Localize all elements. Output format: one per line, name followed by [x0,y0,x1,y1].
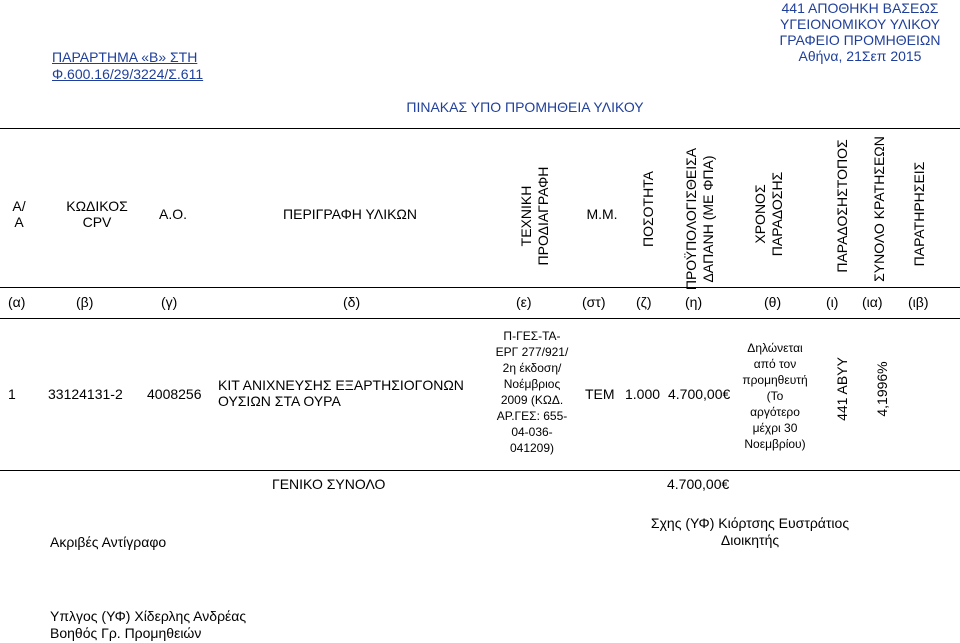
header-notes: ΠΑΡΑΤΗΡΗΣΕΙΣ [911,161,927,267]
header-right-line3: ΓΡΑΦΕΙΟ ΠΡΟΜΗΘΕΙΩΝ [779,32,941,48]
column-letter-iota: (ι) [826,294,839,310]
header-right-line1: 441 ΑΠΟΘΗΚΗ ΒΑΣΕΩΣ [781,0,939,16]
header-technical-spec: ΤΕΧΝΙΚΗ ΠΡΟΔΙΑΓΡΑΦΗ [518,166,551,266]
helper-role: Βοηθός Γρ. Προμηθειών [50,625,202,641]
row-total-holdings: 4,1996% [874,361,890,417]
header-delivery-time: ΧΡΟΝΟΣ ΠΑΡΑΔΟΣΗΣ [752,171,785,257]
helper-name: Υπλγος (ΥΦ) Χίδερλης Ανδρέας [50,608,247,624]
column-letter-e: (ε) [516,294,532,310]
column-letter-ia: (ια) [862,294,883,310]
row-quantity: 1.000 [625,386,661,402]
letter-row-separator [0,318,960,319]
row-delivery-place: 441 ΑΒΥΥ [834,357,850,421]
row-ao: 4008256 [147,386,202,402]
column-letter-th: (θ) [764,294,782,310]
annex-reference[interactable]: ΠΑΡΑΡΤΗΜΑ «Β» ΣΤΗ [52,49,198,65]
file-reference[interactable]: Φ.600.16/29/3224/Σ.611 [52,66,204,82]
column-letter-c: (γ) [161,294,178,310]
row-description: ΚΙΤ ΑΝΙΧΝΕΥΣΗΣ ΕΞΑΡΤΗΣΙΟΓΟΝΩΝ ΟΥΣΙΩΝ ΣΤΑ ΟΥΡΑ [218,377,464,409]
column-letter-a: (α) [8,294,26,310]
certified-copy-label: Ακριβές Αντίγραφο [50,534,167,550]
row-budget: 4.700,00€ [668,386,731,402]
header-aa: Α/ Α [12,198,26,230]
total-label: ΓΕΝΙΚΟ ΣΥΝΟΛΟ [272,476,386,492]
header-cpv: ΚΩΔΙΚΟΣ CPV [66,198,128,230]
header-right-line2: ΥΓΕΙΟΝΟΜΙΚΟΥ ΥΛΙΚΟΥ [779,16,940,32]
column-letter-ib: (ιβ) [908,294,929,310]
header-unit: Μ.Μ. [586,206,618,222]
header-separator [0,287,960,288]
document-title: ΠΙΝΑΚΑΣ ΥΠΟ ΠΡΟΜΗΘΕΙΑ ΥΛΙΚΟΥ [406,99,644,115]
header-ao: Α.Ο. [158,206,187,222]
data-row-separator [0,470,960,471]
signer-role: Διοικητής [720,532,780,548]
column-letter-d: (δ) [343,294,361,310]
column-letter-z: (ζ) [636,294,652,310]
header-delivery-place: ΠΑΡΑΔΟΣΗΣΤΟΠΟΣ [834,139,850,273]
column-letter-st: (στ) [582,294,606,310]
row-cpv: 33124131-2 [48,386,123,402]
row-delivery-time: Δηλώνεται από τον προμηθευτή (Το αργότερο μέχρι 30 Νοεμβρίου) [742,341,808,451]
date-line: Αθήνα, 21Σεπ 2015 [798,48,922,64]
total-value: 4.700,00€ [667,476,730,492]
header-description: ΠΕΡΙΓΡΑΦΗ ΥΛΙΚΩΝ [283,206,417,222]
column-letter-i: (η) [685,294,703,310]
header-total-holdings: ΣΥΝΟΛΟ ΚΡΑΤΗΣΕΩΝ [871,136,887,282]
column-letter-b: (β) [76,294,94,310]
header-budget: ΠΡΟΫΠΟΛΟΓΙΣΘΕΙΣΑ ΔΑΠΑΝΗ (ΜΕ ΦΠΑ) [683,147,716,291]
table-top-border [0,128,960,129]
row-technical-spec: Π-ΓΕΣ-ΤΑ- ΕΡΓ 277/921/ 2η έκδοση/ Νοέμβριος 2009 (ΚΩΔ. ΑΡ.ΓΕΣ: 655- 04-036- 041209) [495,329,569,455]
signer-name: Σχης (ΥΦ) Κιόρτσης Ευστράτιος [650,515,850,531]
row-aa: 1 [8,386,16,402]
row-unit: ΤΕΜ [585,386,615,402]
header-quantity: ΠΟΣΟΤΗΤΑ [640,170,656,248]
